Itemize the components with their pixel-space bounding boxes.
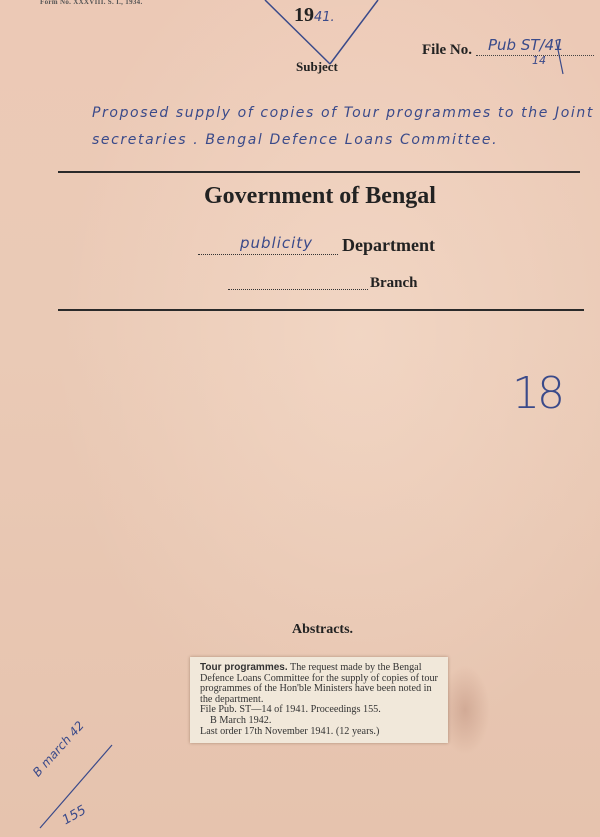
lower-rule [58,309,584,311]
slip-file-ref: File Pub. ST—14 of 1941. [200,704,309,716]
subject-line-1: Proposed supply of copies of Tour programmes to the Joint [92,105,594,121]
slip-summary [200,663,440,705]
slip-last-order: Last order 17th November 1941. [200,725,334,737]
department-dotted-line [198,254,338,255]
year-field [294,4,335,27]
department-label: Department [342,235,435,255]
slip-body: The request made by the Bengal Defence Loans Committee for the supply of copies of tour programmes of the Hon'ble Ministers have been noted in the department. [200,662,438,705]
file-number-label: File No. [422,42,472,58]
file-number-sub-handwritten: 14 [532,54,546,67]
slip-retention: (12 years.) [335,725,380,737]
subject-line-2: secretaries . Bengal Defence Loans Committee. [92,132,499,148]
slip-proceedings: Proceedings 155. [310,704,381,716]
corner-handwritten-date: B march 42 [30,718,87,780]
government-title: Government of Bengal [204,183,436,209]
corner-handwritten-number: 155 [59,802,89,829]
department-handwritten: publicity [240,234,314,252]
slip-b-date: B March 1942. [210,714,272,726]
check-mark-stroke-right [330,0,378,64]
branch-label: Branch [370,275,418,291]
subject-label: Subject [296,59,338,74]
subject-handwritten [92,100,600,154]
slip-last-order-line [200,727,440,738]
branch-dotted-line [228,289,368,290]
year-handwritten: 41. [314,10,335,25]
abstracts-label: Abstracts. [292,622,354,637]
abstract-slip [190,657,448,743]
form-number: Form No. XXXVIII. S. I., 1934. [40,0,143,6]
file-number-handwritten: Pub ST/41 [488,36,564,54]
margin-note: 18 [512,368,562,419]
year-printed: 19 [294,4,314,26]
upper-rule [58,171,580,173]
slip-heading: Tour programmes. [200,662,288,673]
